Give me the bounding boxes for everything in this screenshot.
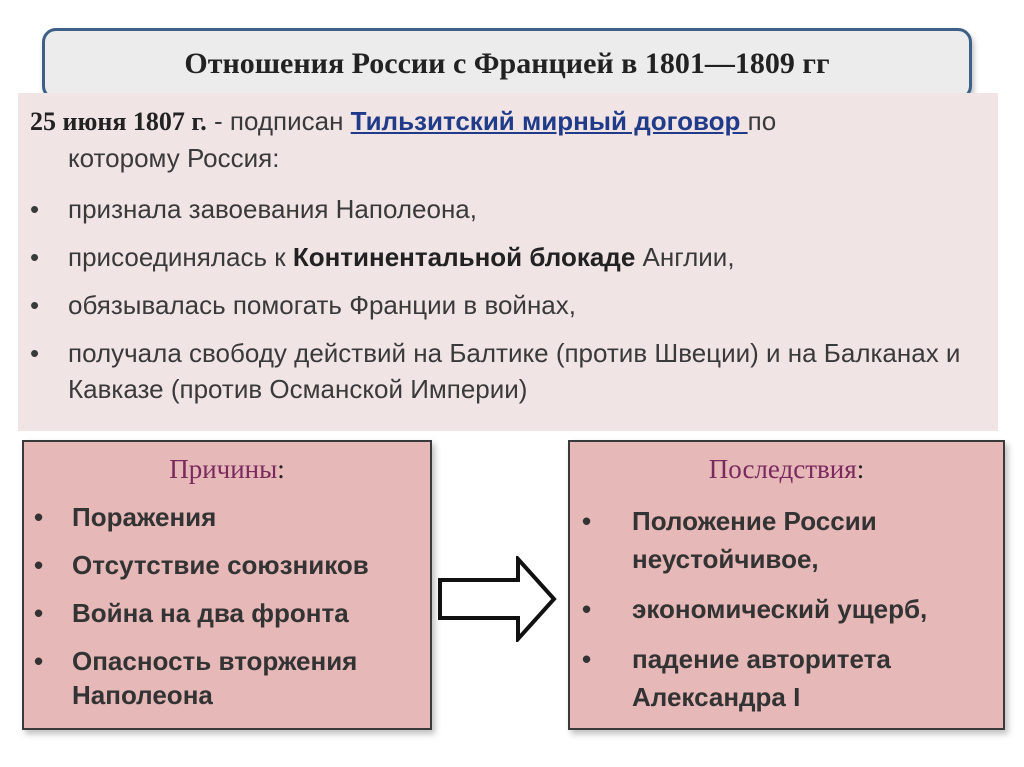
page-title: Отношения России с Францией в 1801—1809 гг (42, 28, 972, 100)
causes-box (22, 440, 432, 730)
bullet-icon: • (34, 646, 44, 676)
treaty-panel (18, 93, 998, 431)
treaty-terms-list (30, 191, 980, 419)
list-item: • Отсутствие союзников (34, 550, 369, 580)
bullet-icon: • (582, 644, 592, 674)
right-arrow-icon (438, 556, 558, 642)
bullet-icon: • (30, 194, 40, 224)
consequences-list (582, 502, 997, 728)
treaty-term: • получала свободу действий на Балтике (против Швеции) и на Балканах и Кавказе (против Османской Империи) (30, 335, 980, 407)
treaty-continuation: которому Россия: (68, 143, 280, 173)
bullet-icon: • (34, 550, 44, 580)
bullet-icon: • (34, 502, 44, 532)
treaty-dash-text: - подписан (206, 106, 351, 136)
continental-blockade: Континентальной блокаде (292, 242, 636, 272)
list-item: • экономический ущерб, (582, 590, 997, 628)
treaty-date: 25 июня 1807 г. (30, 107, 207, 136)
bullet-icon: • (30, 290, 40, 320)
bullet-icon: • (30, 242, 40, 272)
causes-list (34, 500, 424, 726)
tilsit-treaty-link[interactable]: Тильзитский мирный договор (350, 106, 748, 136)
causes-heading: Причины: (169, 454, 285, 484)
treaty-term: • обязывалась помогать Франции в войнах, (30, 287, 980, 323)
bullet-icon: • (30, 338, 40, 368)
bullet-icon: • (34, 598, 44, 628)
list-item: • Опасность вторжения Наполеона (34, 646, 358, 710)
list-item: • Поражения (34, 502, 217, 532)
treaty-term: • присоединялась к Континентальной блокаде Англии, (30, 239, 980, 275)
list-item: • Война на два фронта (34, 598, 349, 628)
treaty-intro (30, 103, 980, 176)
consequences-box (568, 440, 1005, 730)
consequences-heading: Последствия: (708, 454, 865, 484)
treaty-term: • признала завоевания Наполеона, (30, 191, 980, 227)
list-item: • падение авторитета Александра I (582, 640, 997, 716)
bullet-icon: • (582, 594, 592, 624)
list-item: • Положение России неустойчивое, (582, 502, 997, 578)
treaty-after-link: по (747, 106, 777, 136)
bullet-icon: • (582, 506, 592, 536)
